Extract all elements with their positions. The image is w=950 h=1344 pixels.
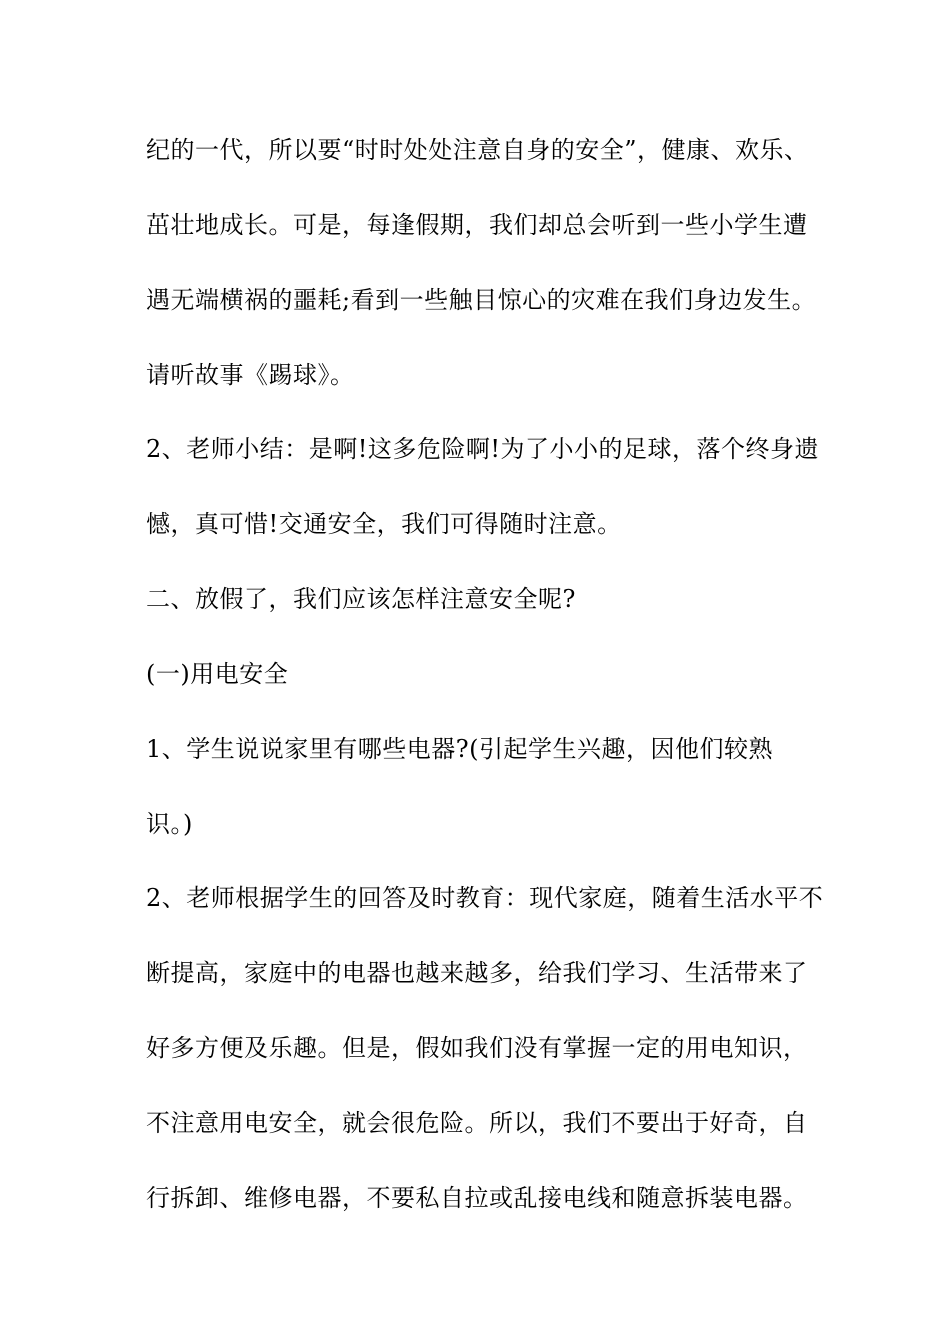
subsection-heading: (一)用电安全 <box>146 660 289 688</box>
text-line: 不注意用电安全，就会很危险。所以，我们不要出于好奇，自 <box>146 1109 808 1137</box>
text-line: 憾，真可惜!交通安全，我们可得随时注意。 <box>146 510 622 538</box>
text-line: 遇无端横祸的噩耗;看到一些触目惊心的灾难在我们身边发生。 <box>146 286 817 314</box>
text-line: 1、学生说说家里有哪些电器?(引起学生兴趣，因他们较熟 <box>146 735 773 763</box>
section-heading: 二、放假了，我们应该怎样注意安全呢? <box>146 585 576 613</box>
text-line: 2、老师小结：是啊!这多危险啊!为了小小的足球，落个终身遗 <box>146 435 820 463</box>
text-line: 请听故事《踢球》。 <box>146 361 355 389</box>
text-line: 纪的一代，所以要“时时处处注意自身的安全”，健康、欢乐、 <box>146 136 809 164</box>
text-line: 断提高，家庭中的电器也越来越多，给我们学习、生活带来了 <box>146 959 808 987</box>
text-line: 行拆卸、维修电器，不要私自拉或乱接电线和随意拆装电器。 <box>146 1184 808 1212</box>
text-line: 识。) <box>146 810 193 838</box>
text-line: 2、老师根据学生的回答及时教育：现代家庭，随着生活水平不 <box>146 884 824 912</box>
text-line: 好多方便及乐趣。但是，假如我们没有掌握一定的用电知识， <box>146 1034 808 1062</box>
text-line: 茁壮地成长。可是，每逢假期，我们却总会听到一些小学生遭 <box>146 211 808 239</box>
